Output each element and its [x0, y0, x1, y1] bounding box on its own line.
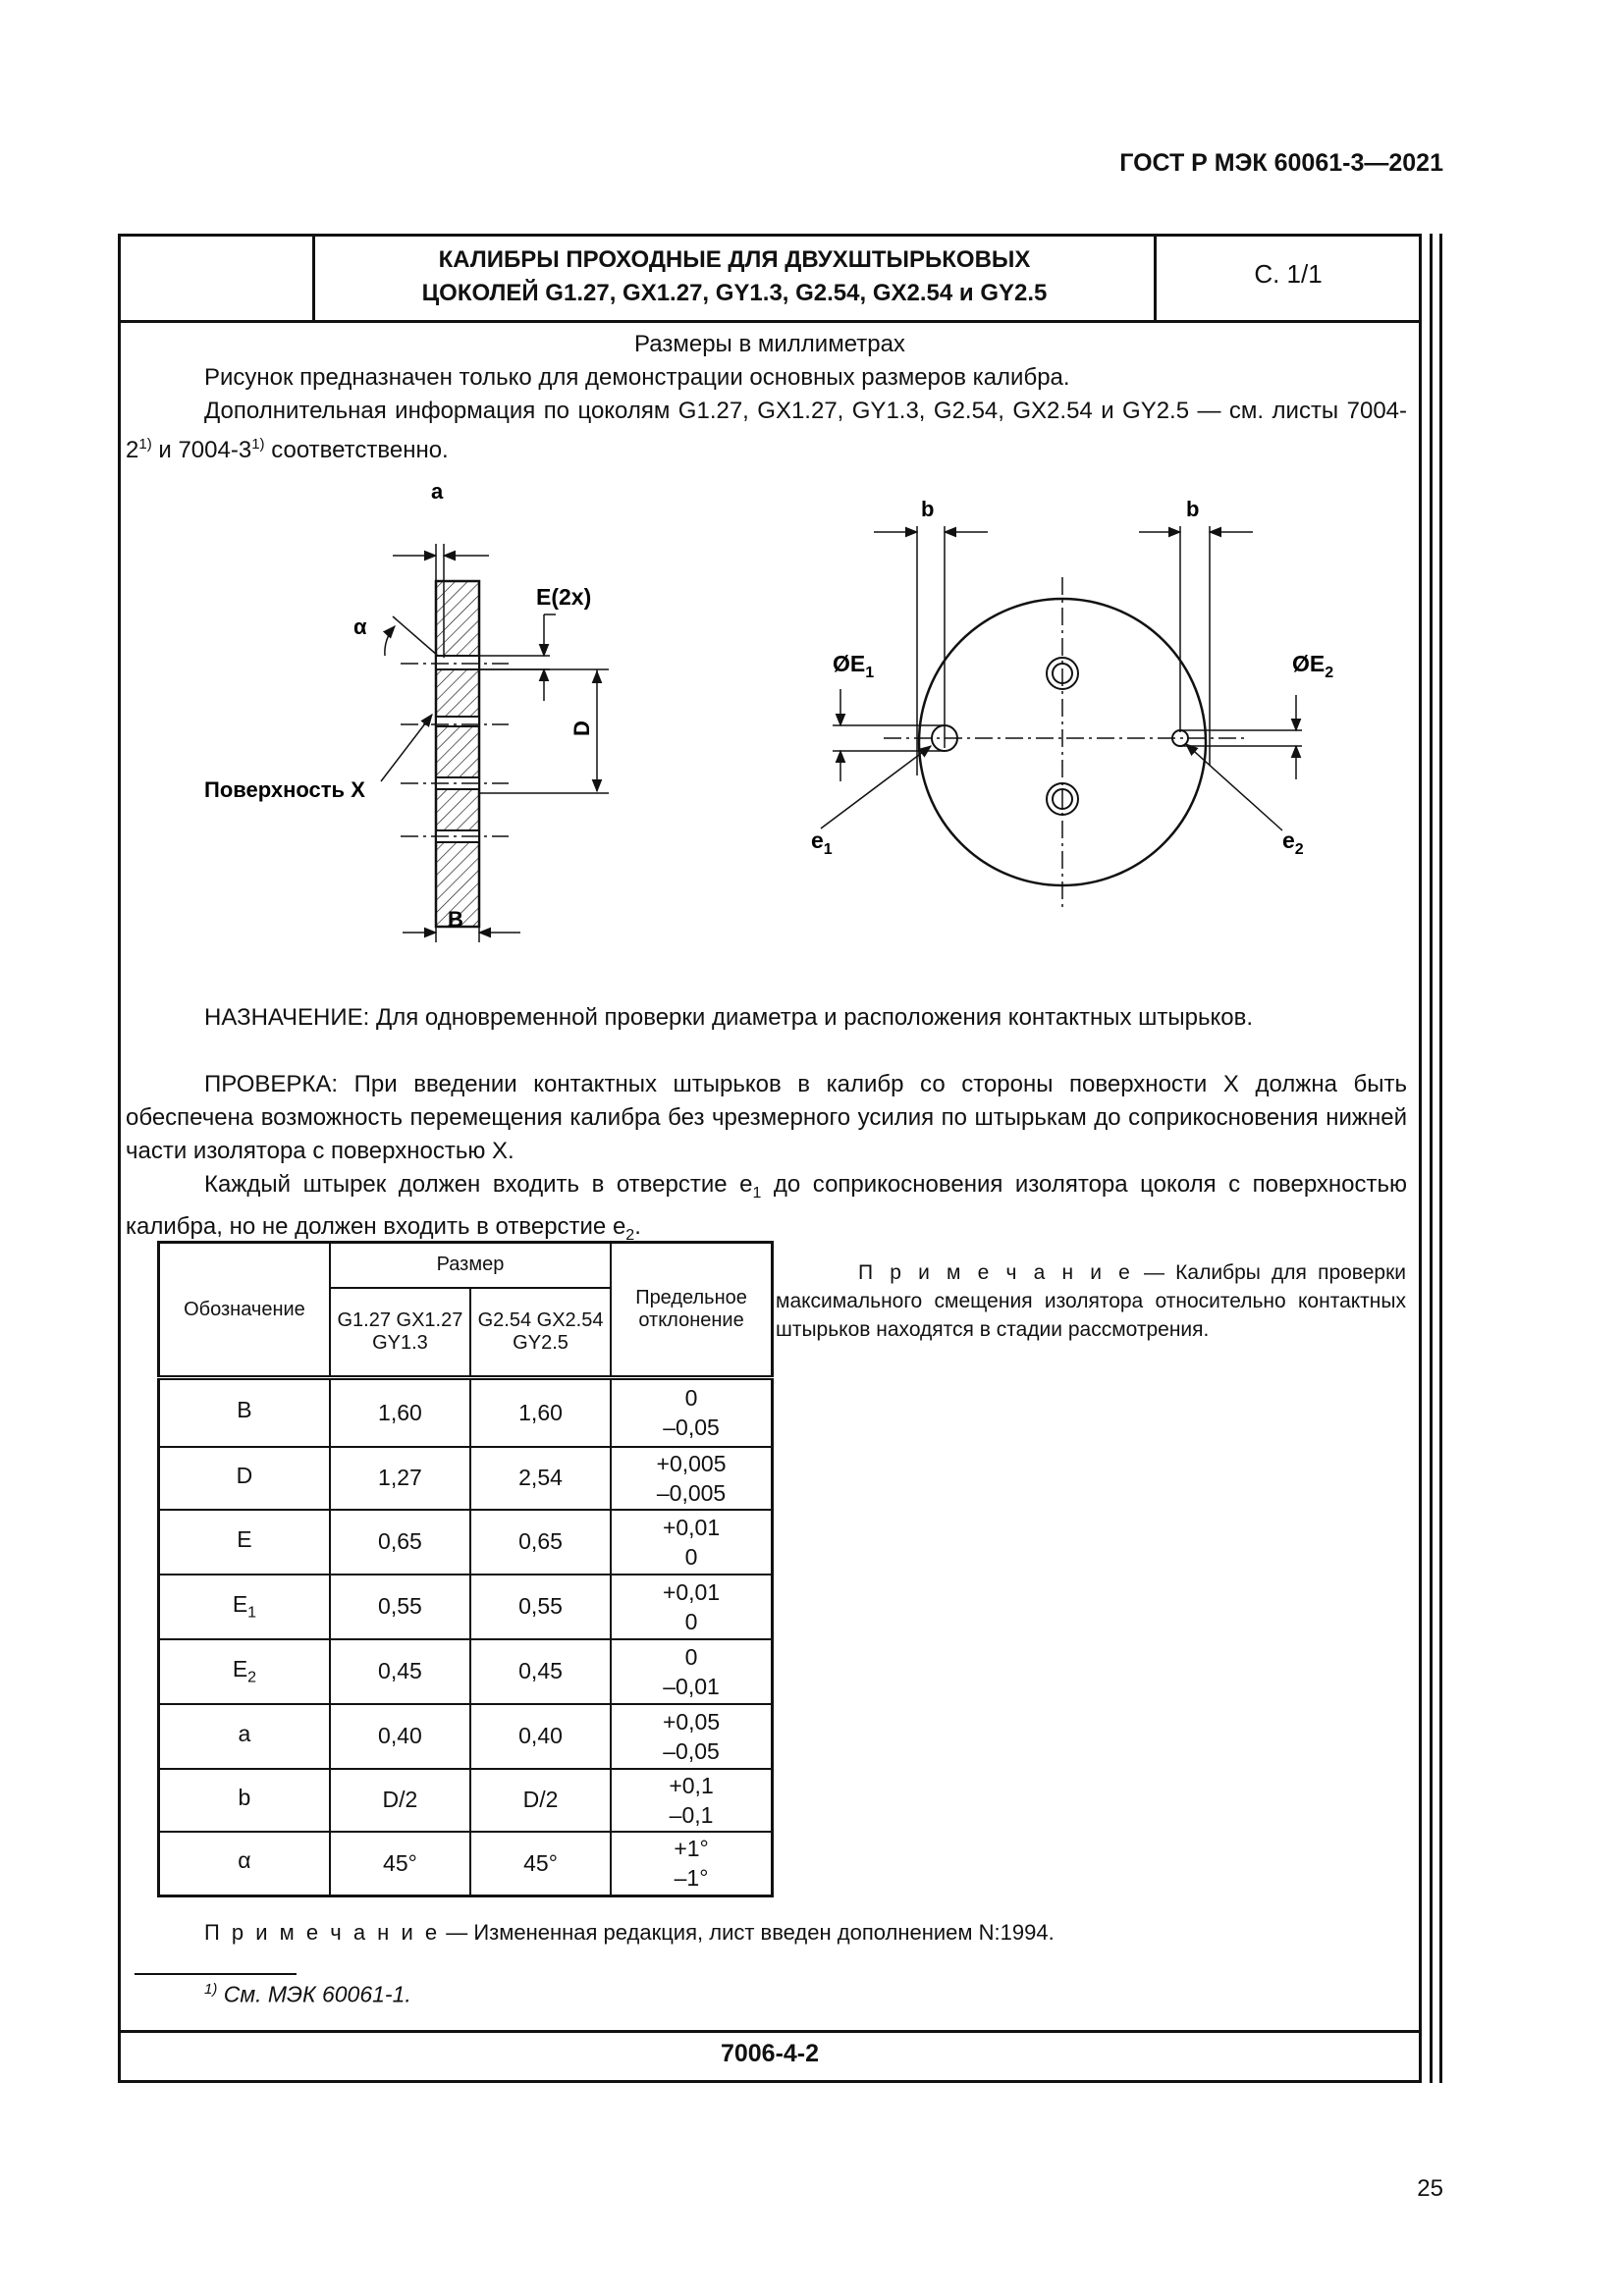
cell-size-1: 0,55 — [330, 1575, 470, 1639]
cell-size-2: 0,65 — [470, 1510, 611, 1575]
cell-designation: a — [159, 1704, 330, 1769]
page-number: 25 — [1417, 2175, 1443, 2202]
label-b-left: b — [921, 497, 935, 521]
sheet-title — [316, 243, 1153, 310]
cell-tolerance: +0,05 –0,05 — [611, 1704, 772, 1769]
side-note: П р и м е ч а н и е — Калибры для проверки максимального смещения изолятора относительно контактных штырьков находятся в стадии рассмотрения. — [776, 1261, 1407, 1341]
label-b-thickness: B — [448, 907, 463, 932]
cell-tolerance: +0,1 –0,1 — [611, 1769, 772, 1832]
cell-tolerance: +0,005 –0,005 — [611, 1447, 772, 1510]
cell-designation: α — [159, 1832, 330, 1896]
table-row — [159, 1378, 773, 1447]
gauge-drawing — [118, 481, 1424, 972]
footnote-rule — [135, 1973, 297, 1975]
cell-designation: $E_1$ — [159, 1575, 330, 1639]
label-surface-x: Поверхность X — [204, 777, 365, 802]
cell-size-1: D/2 — [330, 1769, 470, 1832]
cell-size-2: 1,60 — [470, 1378, 611, 1447]
label-e2: $e_2$ — [1282, 828, 1304, 858]
cell-size-1: 0,45 — [330, 1639, 470, 1704]
header-col-2: G2.54 GX2.54 GY2.5 — [470, 1288, 611, 1378]
footnote: $^{1)}$ См. МЭК 60061-1. — [204, 1981, 411, 2007]
label-oe2: $ØE_2$ — [1292, 651, 1334, 681]
check-paragraph: ПРОВЕРКА: При введении контактных штырьков в калибр со стороны поверхности X должна быть обеспечена возможность перемещения калибра без чрезмерного усилия по штырькам до соприкосновения нижней части изолятора с поверхностью X. — [126, 1071, 1407, 1164]
cell-size-2: 0,45 — [470, 1639, 611, 1704]
label-e2x: E(2x) — [536, 584, 592, 610]
header-col-1: G1.27 GX1.27 GY1.3 — [330, 1288, 470, 1378]
frame-double-rule — [1439, 234, 1442, 2083]
cell-size-2: 0,40 — [470, 1704, 611, 1769]
table-row — [159, 1769, 773, 1832]
cell-tolerance: 0 –0,01 — [611, 1639, 772, 1704]
cell-size-2: 2,54 — [470, 1447, 611, 1510]
cell-size-1: 0,65 — [330, 1510, 470, 1575]
cell-size-1: 1,27 — [330, 1447, 470, 1510]
pin-paragraph: Каждый штырек должен входить в отверстие $e_1$ до соприкосновения изолятора цоколя с поверхностью калибра, но не должен входить в отверстие $e_2$. — [126, 1171, 1407, 1244]
units-note: Размеры в миллиметрах — [634, 331, 905, 357]
label-a: a — [431, 481, 444, 504]
label-b-right: b — [1186, 497, 1200, 521]
table-row — [159, 1832, 773, 1896]
cell-size-2: 0,55 — [470, 1575, 611, 1639]
cell-designation: E — [159, 1510, 330, 1575]
cell-designation: b — [159, 1769, 330, 1832]
header-tolerance: Предельное отклонение — [611, 1243, 772, 1378]
frame-double-rule — [1430, 234, 1433, 2083]
amendment-note: П р и м е ч а н и е — Измененная редакция, лист введен дополнением N:1994. — [204, 1920, 1055, 1945]
label-alpha: α — [353, 614, 367, 639]
label-d: D — [569, 721, 594, 736]
table-row — [159, 1510, 773, 1575]
table-row — [159, 1704, 773, 1769]
plan-view — [821, 526, 1302, 908]
cell-size-1: 0,40 — [330, 1704, 470, 1769]
cell-tolerance: +0,01 0 — [611, 1575, 772, 1639]
table-row — [159, 1639, 773, 1704]
standard-number: ГОСТ Р МЭК 60061-3—2021 — [1119, 149, 1443, 177]
sheet-number: 7006-4-2 — [720, 2040, 820, 2067]
intro-line-2: Дополнительная информация по цоколям G1.27, GX1.27, GY1.3, G2.54, GX2.54 и GY2.5 — см. листы 7004-2$^{1)}$ и 7004-3$^{1)}$ соответственно. — [126, 398, 1407, 463]
label-e1: $e_1$ — [811, 828, 833, 858]
header-size: Размер — [330, 1243, 611, 1288]
table-row — [159, 1575, 773, 1639]
cell-designation: B — [159, 1378, 330, 1447]
cell-designation: $E_2$ — [159, 1639, 330, 1704]
title-divider — [312, 234, 315, 322]
cell-size-2: D/2 — [470, 1769, 611, 1832]
title-line-2: ЦОКОЛЕЙ G1.27, GX1.27, GY1.3, G2.54, GX2.54 и GY2.5 — [421, 280, 1048, 306]
footer-separator — [118, 2030, 1422, 2033]
cell-designation: D — [159, 1447, 330, 1510]
title-line-1: КАЛИБРЫ ПРОХОДНЫЕ ДЛЯ ДВУХШТЫРЬКОВЫХ — [438, 246, 1031, 273]
cell-size-2: 45° — [470, 1832, 611, 1896]
cell-size-1: 1,60 — [330, 1378, 470, 1447]
cell-tolerance: +0,01 0 — [611, 1510, 772, 1575]
cell-tolerance: +1° –1° — [611, 1832, 772, 1896]
header-designation: Обозначение — [159, 1243, 330, 1378]
intro-line-1: Рисунок предназначен только для демонстрации основных размеров калибра. — [204, 364, 1070, 391]
dimensions-table — [157, 1241, 774, 1897]
table-row — [159, 1447, 773, 1510]
purpose-paragraph: НАЗНАЧЕНИЕ: Для одновременной проверки диаметра и расположения контактных штырьков. — [204, 1004, 1254, 1031]
cell-size-1: 45° — [330, 1832, 470, 1896]
cell-tolerance: 0 –0,05 — [611, 1378, 772, 1447]
page-reference: С. 1/1 — [1254, 259, 1323, 289]
label-oe1: $ØE_1$ — [833, 651, 875, 681]
